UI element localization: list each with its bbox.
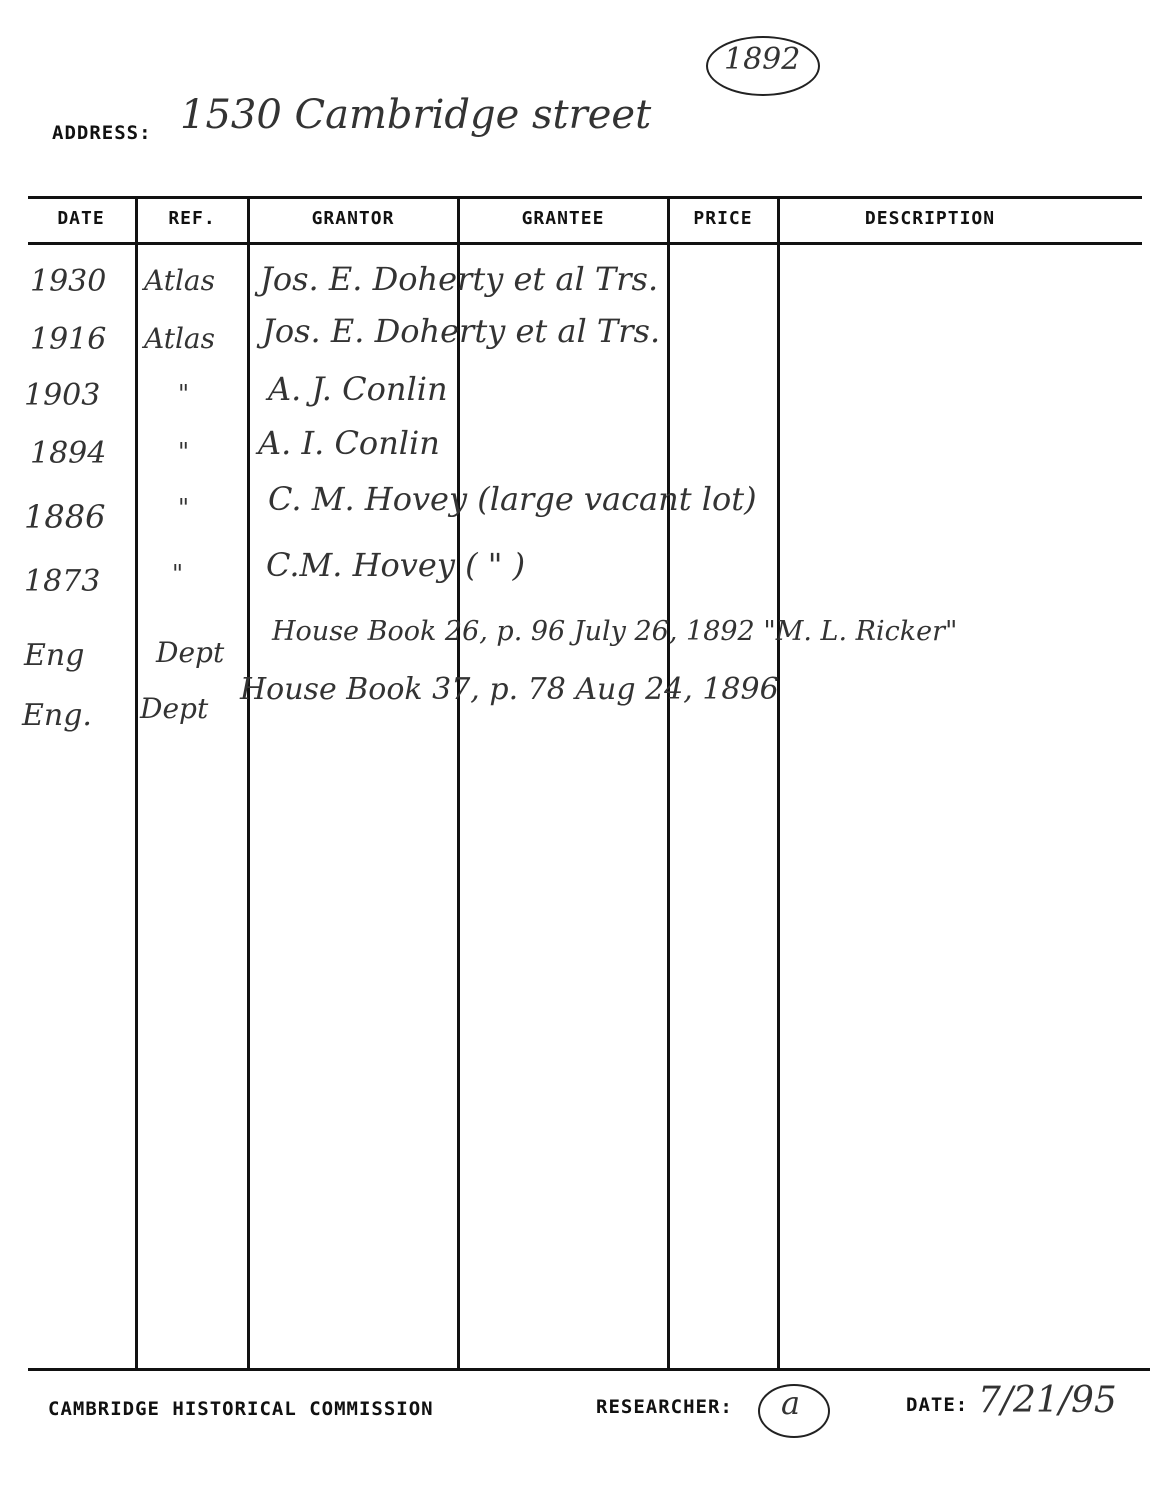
address-value: 1530 Cambridge street xyxy=(180,92,652,138)
column-header-date: DATE xyxy=(57,208,105,229)
row-1-date: 1930 xyxy=(30,264,107,299)
date-value: 7/21/95 xyxy=(978,1380,1117,1421)
row-6-date: 1873 xyxy=(24,564,101,599)
year-annotation: 1892 xyxy=(724,42,801,77)
row-6-ref: " xyxy=(172,560,184,588)
column-header-ref: REF. xyxy=(168,208,216,229)
commission-name: CAMBRIDGE HISTORICAL COMMISSION xyxy=(48,1398,434,1420)
table-bottom-rule xyxy=(28,1368,1150,1371)
row-1-ref: Atlas xyxy=(144,264,215,297)
row-7-ref: Dept xyxy=(156,636,225,669)
column-divider-ref xyxy=(247,198,250,1370)
researcher-value: a xyxy=(781,1384,801,1422)
row-1-entry: Jos. E. Doherty et al Trs. xyxy=(260,260,659,298)
row-7-date: Eng xyxy=(24,638,85,673)
row-4-date: 1894 xyxy=(30,436,107,471)
row-7-entry: House Book 26, p. 96 July 26, 1892 "M. L. Ricker" xyxy=(272,616,958,647)
row-3-date: 1903 xyxy=(24,378,101,413)
address-label: ADDRESS: xyxy=(52,122,152,144)
column-divider-date xyxy=(135,198,138,1370)
row-2-ref: Atlas xyxy=(144,322,215,355)
column-divider-grantee xyxy=(667,198,670,1370)
row-8-ref: Dept xyxy=(140,692,209,725)
header-bottom-rule xyxy=(28,242,1142,245)
column-header-price: PRICE xyxy=(693,208,753,229)
row-3-ref: " xyxy=(178,380,190,408)
date-label: DATE: xyxy=(906,1394,969,1416)
row-2-entry: Jos. E. Doherty et al Trs. xyxy=(262,312,661,350)
column-header-description: DESCRIPTION xyxy=(864,208,996,229)
row-3-entry: A. J. Conlin xyxy=(268,370,448,408)
table-top-rule xyxy=(28,196,1142,199)
column-header-grantee: GRANTEE xyxy=(521,208,605,229)
row-8-entry: House Book 37, p. 78 Aug 24, 1896 xyxy=(240,672,779,707)
row-6-entry: C.M. Hovey ( " ) xyxy=(266,546,526,584)
row-2-date: 1916 xyxy=(30,322,107,357)
researcher-label: RESEARCHER: xyxy=(596,1396,733,1418)
row-5-ref: " xyxy=(178,494,190,522)
row-5-entry: C. M. Hovey (large vacant lot) xyxy=(268,480,757,518)
row-8-date: Eng. xyxy=(22,698,92,733)
column-divider-price xyxy=(777,198,780,1370)
row-4-entry: A. I. Conlin xyxy=(258,424,440,462)
row-5-date: 1886 xyxy=(24,498,106,536)
column-header-grantor: GRANTOR xyxy=(311,208,395,229)
column-divider-grantor xyxy=(457,198,460,1370)
row-4-ref: " xyxy=(178,438,190,466)
